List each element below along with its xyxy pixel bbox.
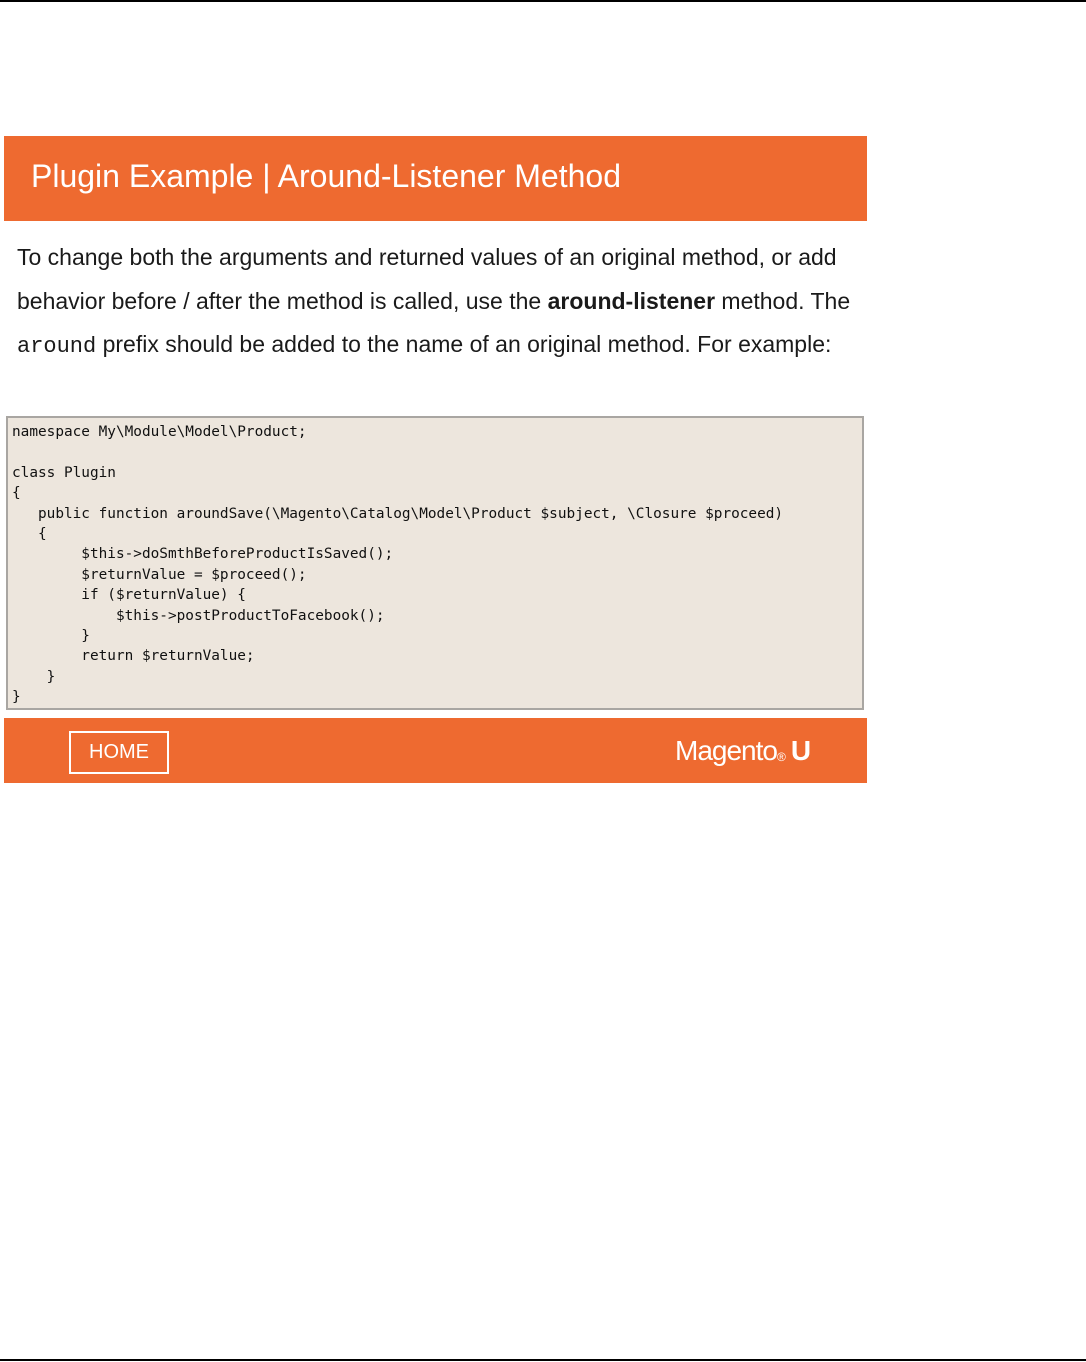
- magento-u-logo: [675, 731, 810, 771]
- logo-text: Magento: [675, 735, 777, 766]
- slide-footer: [4, 718, 867, 783]
- code-line: if ($returnValue) {: [12, 587, 246, 604]
- slide: [4, 136, 867, 783]
- code-line: class Plugin: [12, 464, 116, 481]
- code-line: }: [12, 689, 21, 706]
- slide-intro: [17, 236, 857, 369]
- code-line: $returnValue = $proceed();: [12, 566, 307, 583]
- code-line: {: [12, 485, 21, 502]
- intro-code-word: around: [17, 334, 97, 359]
- top-rule: [0, 0, 1086, 2]
- code-line: $this->postProductToFacebook();: [12, 607, 385, 624]
- logo-registered-mark: ®: [776, 750, 786, 764]
- slide-header: [4, 136, 867, 221]
- code-line: $this->doSmthBeforeProductIsSaved();: [12, 546, 394, 563]
- bottom-rule: [0, 1359, 1086, 1361]
- code-line: namespace My\Module\Model\Product;: [12, 424, 307, 440]
- logo-u: U: [790, 735, 811, 766]
- code-line: }: [12, 627, 90, 644]
- intro-text-2: method. The: [715, 287, 851, 314]
- intro-text-1: To change both the arguments and returned values of an original method, or add behavior before / after the method is called, use the: [17, 244, 837, 314]
- code-line: }: [12, 668, 56, 685]
- code-line: [12, 442, 783, 462]
- code-line: {: [12, 525, 47, 542]
- code-listing: [12, 422, 783, 707]
- home-button[interactable]: HOME: [69, 731, 169, 774]
- code-line: return $returnValue;: [12, 648, 255, 665]
- code-block: [6, 416, 864, 710]
- code-line: public function aroundSave(\Magento\Catalog\Model\Product $subject, \Closure $proceed): [12, 505, 784, 522]
- slide-title: Plugin Example | Around-Listener Method: [31, 158, 621, 194]
- intro-text-3: prefix should be added to the name of an original method. For example:: [96, 331, 832, 357]
- intro-bold-term: around-listener: [547, 287, 716, 314]
